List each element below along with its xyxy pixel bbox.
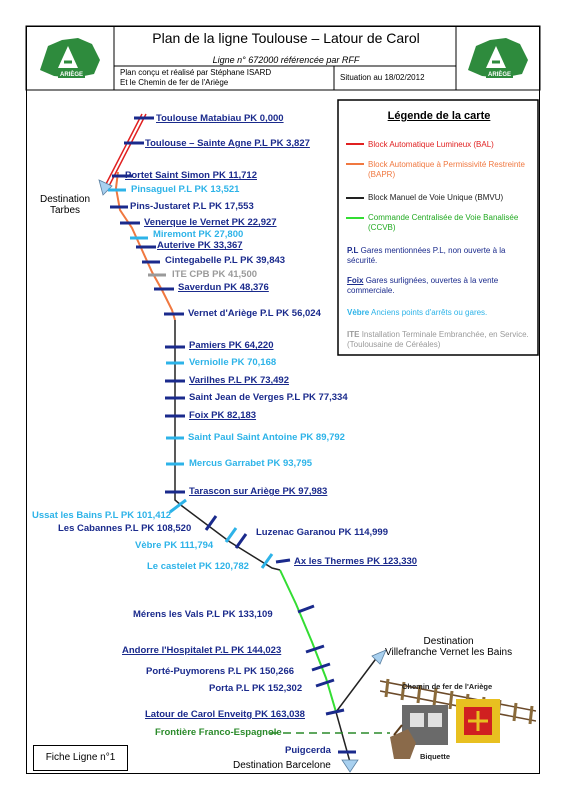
destination-villefranche-line2: Villefranche Vernet les Bains [385, 647, 513, 658]
logo-text: ARIÈGE [60, 72, 84, 78]
credit-line-2: Et le Chemin de fer de l'Ariège [120, 78, 229, 87]
station-puigcerda: Puigcerda [285, 745, 331, 756]
tick-latour [326, 710, 344, 714]
legend-item-bmvu: Block Manuel de Voie Unique (BMVU) [368, 193, 504, 202]
arrow-barcelone-icon [342, 760, 358, 772]
badge-title: Chemin de fer de l'Ariège [402, 682, 493, 691]
track-to-puigcerda [336, 712, 350, 762]
tick-merens [298, 606, 314, 612]
station-vebre: Vèbre PK 111,794 [135, 540, 214, 551]
legend-note-text: Installation Terminale Embranchée, en Service. (Toulousaine de Céréales) [347, 330, 529, 349]
station-porta: Porta P.L PK 152,302 [209, 683, 303, 694]
station-toulouse-sainte-agne: Toulouse – Sainte Agne P.L PK 3,827 [145, 138, 310, 149]
credit-line-1: Plan conçu et réalisé par Stéphane ISARD [120, 68, 272, 77]
tick-porta [316, 680, 334, 686]
legend-note-key: Vèbre [347, 308, 370, 317]
station-cintegabelle: Cintegabelle P.L PK 39,843 [165, 255, 286, 266]
station-foix: Foix PK 82,183 [189, 410, 257, 421]
station-pinsaguel: Pinsaguel P.L PK 13,521 [131, 184, 240, 195]
legend-note-key: Foix [347, 276, 364, 285]
line-reference: Ligne n° 672000 référencée par RFF [212, 55, 360, 65]
station-st-paul: Saint Paul Saint Antoine PK 89,792 [188, 432, 345, 443]
legend-item-bal: Block Automatique Lumineux (BAL) [368, 140, 494, 149]
badge-caption: Biquette [420, 752, 450, 761]
station-saverdun: Saverdun PK 48,376 [178, 282, 269, 293]
border-label: Frontière Franco-Espagnole [155, 727, 282, 738]
station-vernet: Vernet d'Ariège P.L PK 56,024 [188, 308, 321, 319]
station-latour-de-carol: Latour de Carol Enveitg PK 163,038 [145, 709, 305, 720]
fiche-ligne: Fiche Ligne n°1 [33, 745, 128, 771]
destination-tarbes-line1: Destination [40, 194, 91, 205]
legend-title: Légende de la carte [387, 110, 491, 122]
situation-date: Situation au 18/02/2012 [340, 73, 425, 82]
destination-villefranche-line1: Destination [423, 636, 474, 647]
arrow-tarbes-icon [99, 180, 112, 195]
legend-item-bapr: Block Automatique à Permissivité Restreinte (BAPR) [368, 160, 525, 179]
tick-le-castelet [262, 554, 272, 568]
station-toulouse-matabiau: Toulouse Matabiau PK 0,000 [156, 113, 284, 124]
tick-luzenac [236, 534, 246, 548]
legend-note-key: ITE [347, 330, 360, 339]
station-varilhes: Varilhes P.L PK 73,492 [189, 375, 289, 386]
station-porte: Porté-Puymorens P.L PK 150,266 [146, 666, 295, 677]
station-merens: Mérens les Vals P.L PK 133,109 [133, 609, 273, 620]
logo-text: ARIÈGE [488, 72, 512, 78]
tick-vebre [226, 528, 236, 542]
destination-tarbes [40, 194, 90, 216]
legend-item-ccvb: Commande Centralisée de Voie Banalisée (CCVB) [368, 213, 519, 232]
legend-note-text: Gares surlignées, ouvertes à la vente commerciale. [347, 276, 499, 295]
tick-ax [276, 560, 290, 562]
station-ussat: Ussat les Bains P.L PK 101,412 [32, 510, 172, 521]
station-pins-justaret: Pins-Justaret P.L PK 17,553 [130, 201, 254, 212]
station-auterive: Auterive PK 33,367 [157, 240, 243, 251]
station-andorre: Andorre l'Hospitalet P.L PK 144,023 [122, 645, 282, 656]
station-ax: Ax les Thermes PK 123,330 [294, 556, 418, 567]
station-le-castelet: Le castelet PK 120,782 [147, 561, 249, 572]
station-venerque: Venerque le Vernet PK 22,927 [144, 217, 277, 228]
station-cabannes: Les Cabannes P.L PK 108,520 [58, 523, 192, 534]
station-tarascon: Tarascon sur Ariège PK 97,983 [189, 486, 328, 497]
destination-tarbes-line2: Tarbes [50, 205, 81, 216]
station-pamiers: Pamiers PK 64,220 [189, 340, 274, 351]
station-ite-cpb: ITE CPB PK 41,500 [172, 269, 258, 280]
station-verniolle: Verniolle PK 70,168 [189, 357, 277, 368]
chemin-de-fer-badge [380, 677, 536, 769]
destination-barcelone: Destination Barcelone [233, 760, 331, 771]
legend-note-text: Gares mentionnées P.L, non ouverte à la sécurité. [347, 246, 506, 265]
station-portet: Portet Saint Simon PK 11,712 [125, 170, 257, 181]
track-to-villefranche [336, 656, 378, 712]
destination-villefranche [385, 636, 512, 658]
station-luzenac: Luzenac Garanou PK 114,999 [256, 527, 389, 538]
station-st-jean-verges: Saint Jean de Verges P.L PK 77,334 [189, 392, 348, 403]
legend-note-key: P.L [347, 246, 359, 255]
page-title: Plan de la ligne Toulouse – Latour de Carol [152, 30, 420, 46]
station-mercus: Mercus Garrabet PK 93,795 [189, 458, 313, 469]
legend-note-text: Anciens points d'arrêts ou gares. [371, 308, 488, 317]
station-miremont: Miremont PK 27,800 [153, 229, 244, 240]
